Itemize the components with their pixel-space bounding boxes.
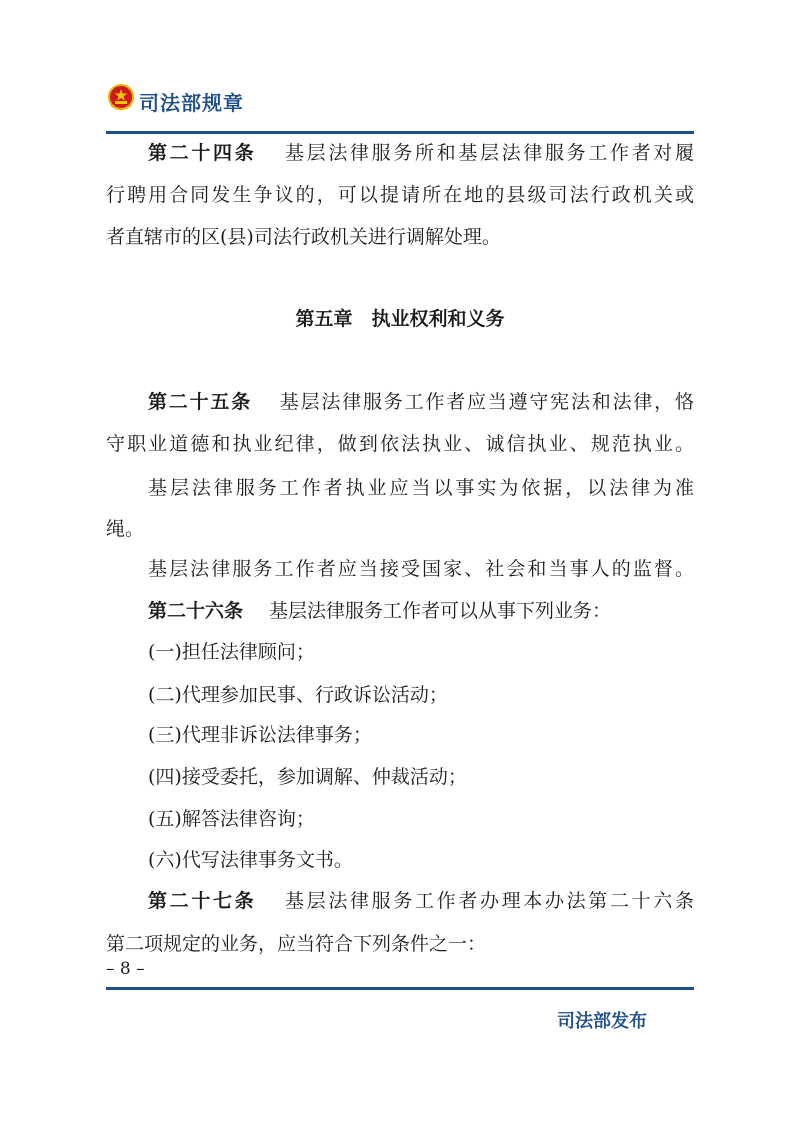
footer-divider [106, 987, 694, 990]
article-26-item-6: (六)代写法律事务文书。 [148, 849, 353, 871]
article-27-label: 第二十七条 [148, 890, 257, 912]
article-26-label: 第二十六条 [148, 600, 244, 622]
article-26-item-2: (二)代理参加民事、行政诉讼活动； [148, 684, 448, 706]
article-27-line-1: 第二十七条 基层法律服务工作者办理本办法第二十六条 [148, 890, 694, 912]
article-27-line-2: 第二项规定的业务，应当符合下列条件之一： [106, 933, 487, 955]
article-25-line-5: 基层法律服务工作者应当接受国家、社会和当事人的监督。 [148, 558, 694, 580]
national-emblem-icon [106, 83, 136, 113]
article-25-line-2: 守职业道德和执业纪律，做到依法执业、诚信执业、规范执业。 [106, 433, 694, 455]
article-24-line-2: 行聘用合同发生争议的，可以提请所在地的县级司法行政机关或 [106, 184, 694, 206]
article-25-line-3: 基层法律服务工作者执业应当以事实为依据，以法律为准 [148, 477, 694, 499]
article-26-item-1: (一)担任法律顾问； [148, 641, 315, 663]
article-26-intro: 第二十六条 基层法律服务工作者可以从事下列业务： [148, 600, 612, 622]
article-26-item-3: (三)代理非诉讼法律事务； [148, 724, 372, 746]
article-24-line-3: 者直辖市的区(县)司法行政机关进行调解处理。 [106, 226, 501, 248]
article-24-line-1: 第二十四条 基层法律服务所和基层法律服务工作者对履 [148, 142, 694, 164]
article-25-line-1: 第二十五条 基层法律服务工作者应当遵守宪法和法律，恪 [148, 391, 694, 413]
article-26-item-5: (五)解答法律咨询； [148, 808, 315, 830]
article-25-label: 第二十五条 [148, 391, 252, 413]
header-title: 司法部规章 [139, 91, 244, 115]
chapter-5-title: 第五章 执业权利和义务 [295, 308, 505, 330]
article-24-label: 第二十四条 [148, 142, 257, 164]
article-26-item-4: (四)接受委托，参加调解、仲裁活动； [148, 766, 467, 788]
page-number: – 8 – [106, 959, 145, 979]
footer-publisher: 司法部发布 [557, 1011, 647, 1032]
article-25-line-4: 绳。 [106, 518, 145, 540]
header-divider [106, 131, 694, 134]
